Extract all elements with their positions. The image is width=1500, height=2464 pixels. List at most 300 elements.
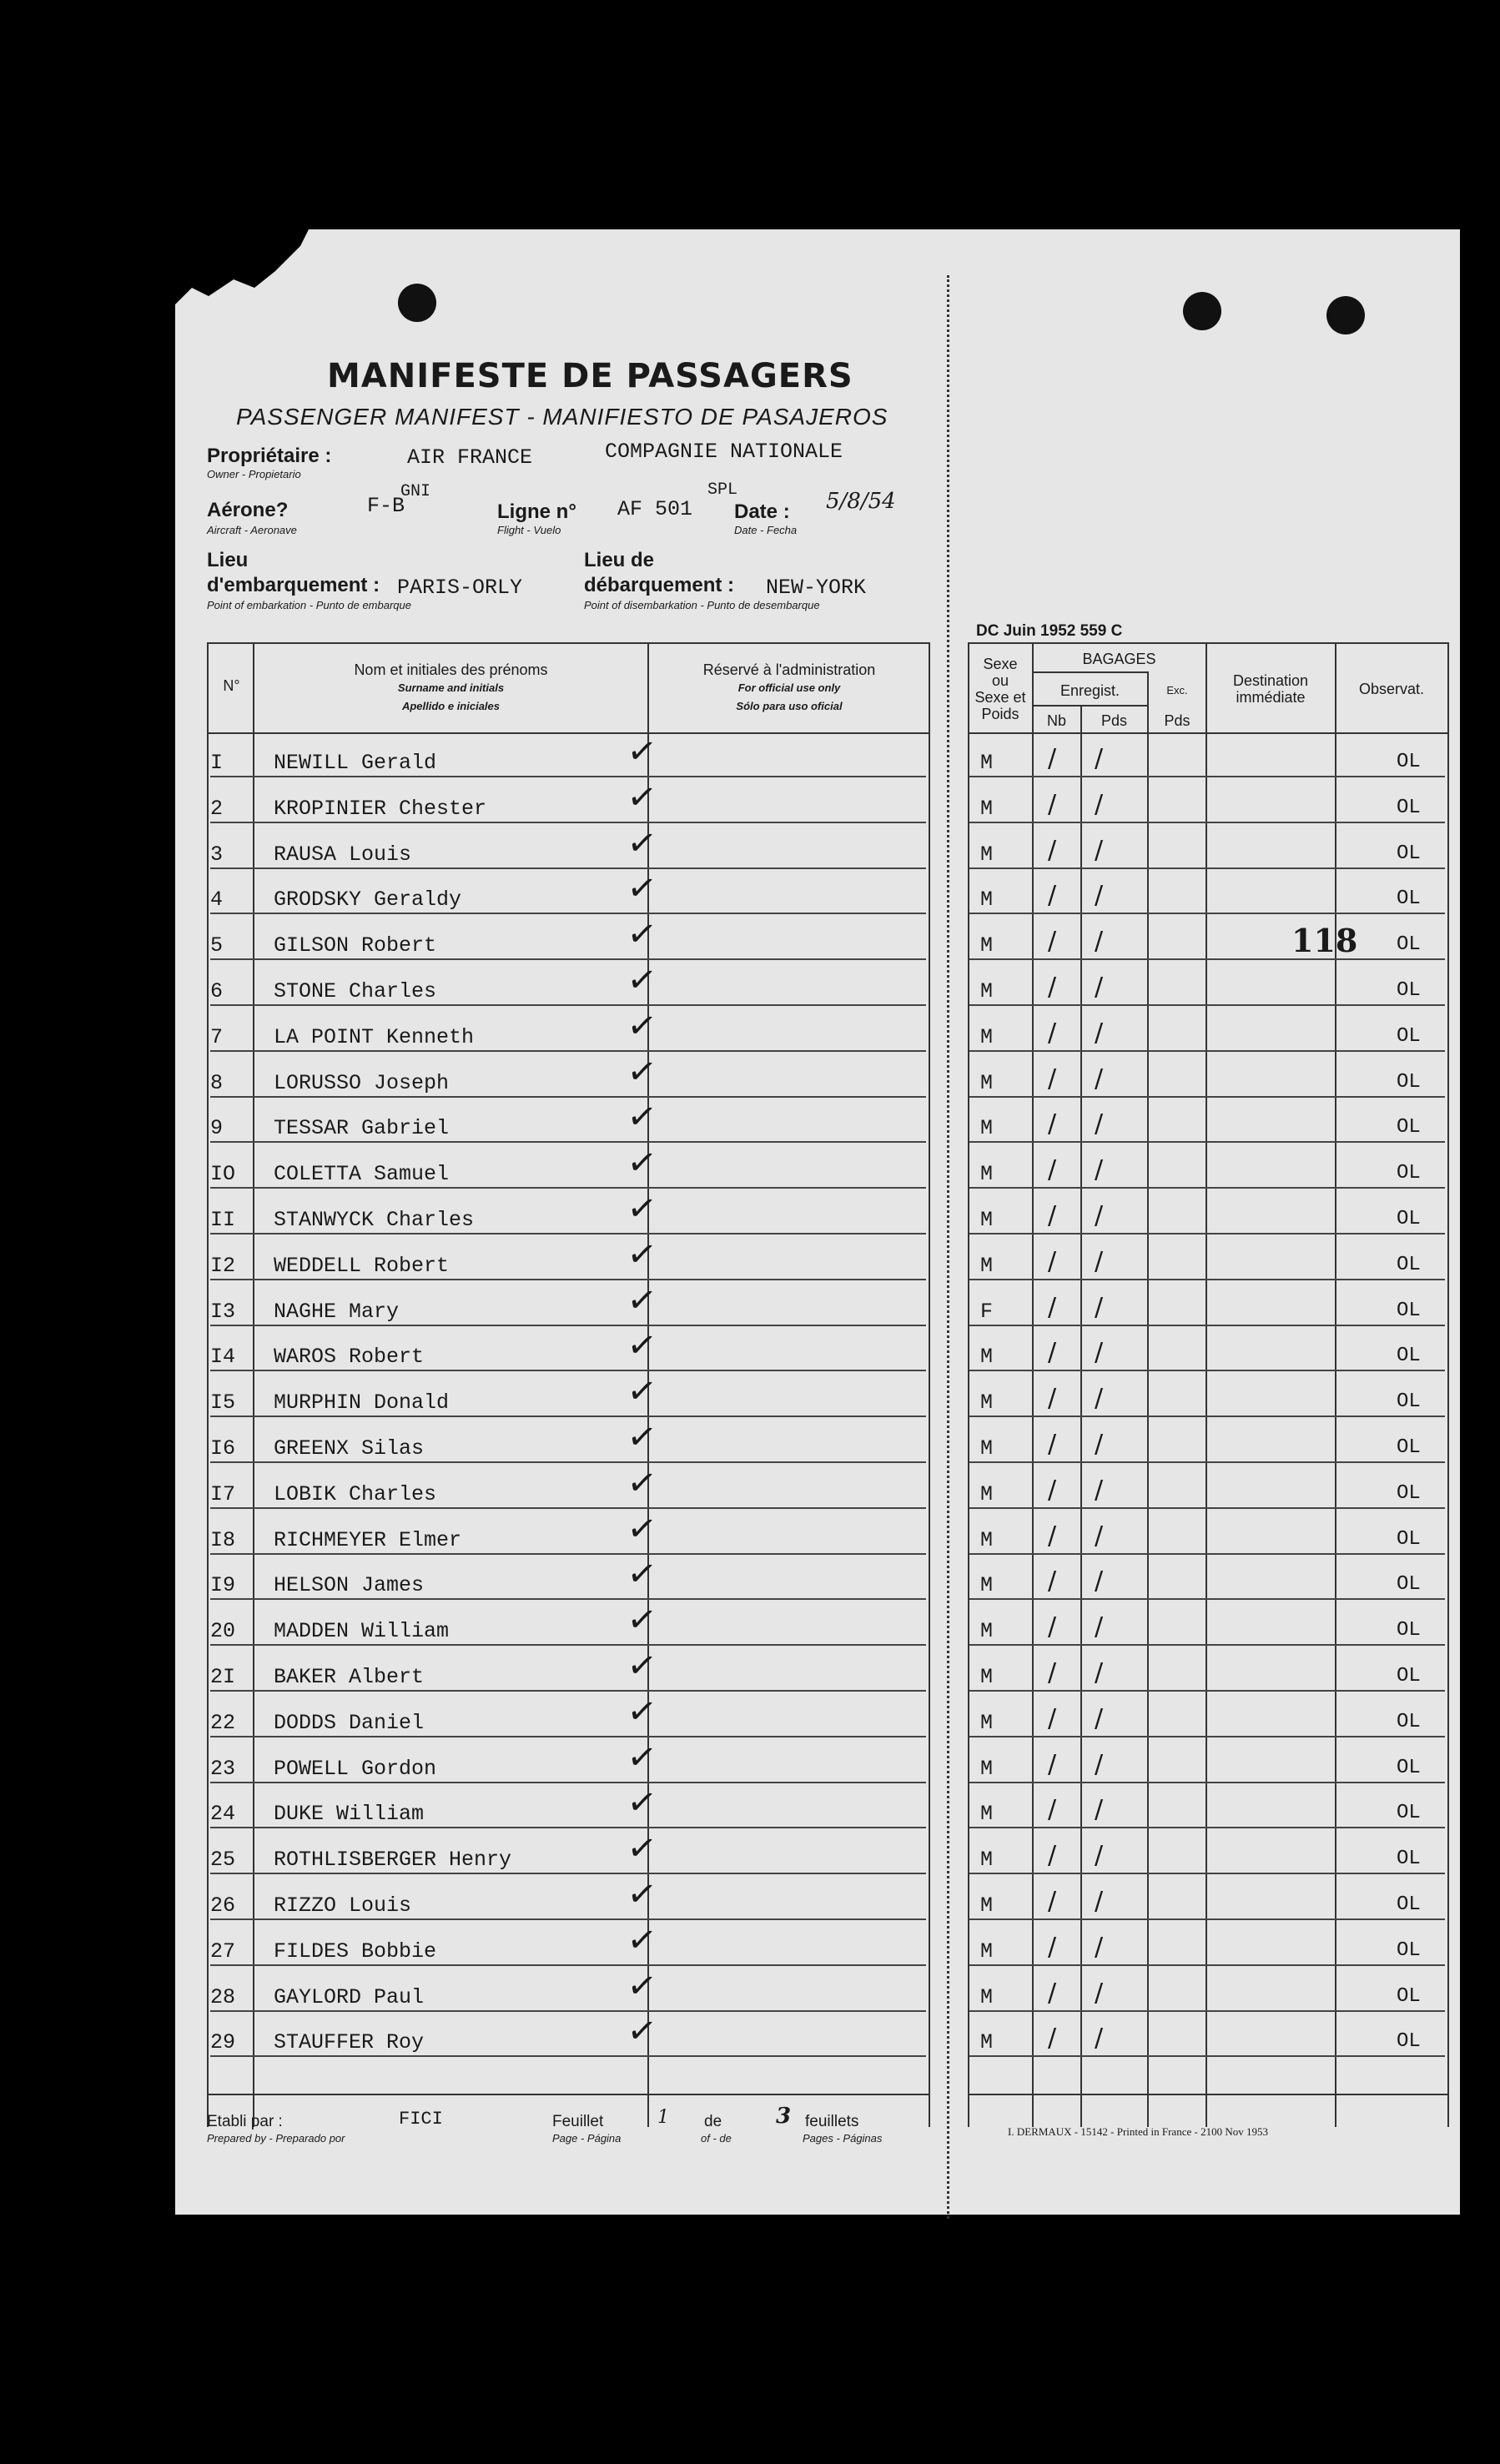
row-rule-right xyxy=(969,1507,1445,1509)
col-header-sex-3: Sexe et xyxy=(974,689,1026,706)
baggage-nb-mark: / xyxy=(1048,1064,1057,1094)
flight-value: AF 501 xyxy=(617,497,693,521)
passenger-name: DODDS Daniel xyxy=(274,1711,425,1735)
passenger-name: GRODSKY Geraldy xyxy=(274,888,462,912)
passenger-name: STONE Charles xyxy=(274,979,437,1003)
disembark-label-2: débarquement : xyxy=(584,574,735,596)
disembark-value: NEW-YORK xyxy=(766,576,867,600)
flight-superscript: SPL xyxy=(707,480,738,500)
row-rule-left xyxy=(210,1325,926,1326)
baggage-pds-mark: / xyxy=(1095,1384,1104,1413)
baggage-nb-mark: / xyxy=(1048,1155,1057,1184)
row-number: IO xyxy=(210,1162,236,1186)
baggage-nb-mark: / xyxy=(1048,744,1057,773)
passenger-sex: M xyxy=(980,1893,994,1918)
row-rule-right xyxy=(969,867,1445,869)
row-rule-right xyxy=(969,1782,1445,1783)
baggage-pds-mark: / xyxy=(1095,1155,1104,1184)
observation-code: OL xyxy=(1397,1162,1421,1184)
passenger-name: LORUSSO Joseph xyxy=(274,1071,450,1095)
baggage-pds-mark: / xyxy=(1095,1430,1104,1459)
row-number: I6 xyxy=(210,1436,236,1461)
baggage-nb-mark: / xyxy=(1048,881,1057,910)
baggage-pds-mark: / xyxy=(1095,1521,1104,1551)
observation-code: OL xyxy=(1397,1985,1421,2008)
baggage-pds-mark: / xyxy=(1095,927,1104,956)
sheet-sub: Page - Página xyxy=(552,2132,622,2145)
passenger-sex: M xyxy=(980,1254,994,1278)
row-number: 23 xyxy=(210,1757,236,1781)
baggage-nb-mark: / xyxy=(1048,1109,1057,1139)
passenger-sex: M xyxy=(980,1528,994,1552)
row-rule-right xyxy=(969,1050,1445,1052)
passenger-name: LA POINT Kenneth xyxy=(274,1025,475,1049)
baggage-nb-mark: / xyxy=(1048,790,1057,819)
baggage-nb-mark: / xyxy=(1048,2024,1057,2053)
check-mark: ✓ xyxy=(624,911,660,957)
passenger-name: WEDDELL Robert xyxy=(274,1254,450,1278)
of-sub: of - de xyxy=(701,2132,732,2145)
col-header-name-es: Apellido e iniciales xyxy=(401,700,501,712)
passenger-sex: M xyxy=(980,797,994,821)
passenger-name: HELSON James xyxy=(274,1573,425,1597)
row-rule-left xyxy=(210,1736,926,1737)
passenger-sex: M xyxy=(980,979,994,1003)
row-number: I9 xyxy=(210,1573,236,1597)
row-number: 24 xyxy=(210,1802,236,1826)
col-header-sex-4: Poids xyxy=(981,706,1019,722)
baggage-pds-mark: / xyxy=(1095,1201,1104,1230)
row-rule-right xyxy=(969,2010,1445,2012)
observation-code: OL xyxy=(1397,1116,1421,1139)
baggage-pds-mark: / xyxy=(1095,1018,1104,1048)
baggage-pds-mark: / xyxy=(1095,1612,1104,1642)
row-rule-left xyxy=(210,1050,926,1052)
passenger-sex: M xyxy=(980,1757,994,1781)
row-rule-right xyxy=(969,1325,1445,1326)
row-number: I xyxy=(210,751,224,775)
registered-rule xyxy=(1032,705,1147,707)
baggage-pds-mark: / xyxy=(1095,973,1104,1002)
row-number: 4 xyxy=(210,888,224,912)
row-number: 9 xyxy=(210,1116,224,1140)
baggage-nb-mark: / xyxy=(1048,1384,1057,1413)
observation-code: OL xyxy=(1397,1802,1421,1824)
passenger-sex: M xyxy=(980,1939,994,1964)
passenger-sex: M xyxy=(980,1985,994,2009)
passenger-name: STAUFFER Roy xyxy=(274,2030,425,2054)
row-rule-right xyxy=(969,1461,1445,1463)
passenger-name: LOBIK Charles xyxy=(274,1482,437,1506)
check-mark: ✓ xyxy=(624,1231,660,1277)
row-rule-right xyxy=(969,1416,1445,1417)
row-rule-right xyxy=(969,1690,1445,1692)
embark-value: PARIS-ORLY xyxy=(397,576,523,600)
row-number: 22 xyxy=(210,1711,236,1735)
observation-code: OL xyxy=(1397,1208,1421,1230)
passenger-sex: M xyxy=(980,1482,994,1506)
passenger-sex: M xyxy=(980,751,994,775)
baggage-pds-mark: / xyxy=(1095,1109,1104,1139)
baggage-pds-mark: / xyxy=(1095,1566,1104,1596)
passenger-sex: M xyxy=(980,1848,994,1872)
passenger-name: RAUSA Louis xyxy=(274,842,412,867)
baggage-pds-mark: / xyxy=(1095,2024,1104,2053)
baggage-nb-mark: / xyxy=(1048,1521,1057,1551)
punch-hole-left xyxy=(398,284,436,322)
check-mark: ✓ xyxy=(624,1642,660,1688)
prepared-label: Etabli par : xyxy=(207,2113,283,2130)
row-rule-left xyxy=(210,1507,926,1509)
owner-label: Propriétaire : xyxy=(207,445,332,467)
table-top-right xyxy=(968,642,1447,644)
row-rule-right xyxy=(969,1233,1445,1235)
baggage-pds-mark: / xyxy=(1095,1476,1104,1505)
col-header-reserved-es: Sólo para uso oficial xyxy=(736,700,843,712)
col-header-sex-1: Sexe xyxy=(983,656,1018,672)
baggage-pds-mark: / xyxy=(1095,1293,1104,1322)
observation-code: OL xyxy=(1397,979,1421,1002)
row-rule-left xyxy=(210,1918,926,1920)
check-mark: ✓ xyxy=(624,1414,660,1460)
observation-code: OL xyxy=(1397,1071,1421,1094)
passenger-sex: M xyxy=(980,1711,994,1735)
row-number: I8 xyxy=(210,1528,236,1552)
col-header-no: N° xyxy=(223,677,240,694)
date-label: Date : xyxy=(734,500,790,523)
check-mark: ✓ xyxy=(624,1825,660,1871)
baggage-pds-mark: / xyxy=(1095,1795,1104,1824)
row-number: 5 xyxy=(210,933,224,958)
row-number: 7 xyxy=(210,1025,224,1049)
row-rule-left xyxy=(210,867,926,869)
observation-code: OL xyxy=(1397,797,1421,819)
row-rule-left xyxy=(210,1553,926,1555)
row-number: 6 xyxy=(210,979,224,1003)
passenger-sex: M xyxy=(980,1436,994,1461)
table-header-bottom-right xyxy=(968,732,1447,734)
row-rule-right xyxy=(969,1827,1445,1828)
passenger-sex: M xyxy=(980,1573,994,1597)
row-rule-left xyxy=(210,2010,926,2012)
page-title: MANIFESTE DE PASSAGERS xyxy=(327,357,853,395)
row-number: I5 xyxy=(210,1390,236,1415)
col-header-destination-2: immédiate xyxy=(1236,689,1306,706)
row-rule-left xyxy=(210,1873,926,1874)
torn-corner xyxy=(175,229,309,304)
row-rule-left xyxy=(210,1416,926,1417)
passenger-name: STANWYCK Charles xyxy=(274,1208,475,1232)
baggage-nb-mark: / xyxy=(1048,1887,1057,1916)
col-header-sex-2: ou xyxy=(991,672,1009,689)
row-rule-right xyxy=(969,1644,1445,1646)
row-rule-left xyxy=(210,1690,926,1692)
observation-code: OL xyxy=(1397,1025,1421,1048)
col-header-pds-excess: Pds xyxy=(1164,712,1190,729)
row-rule-right xyxy=(969,1598,1445,1600)
row-rule-right xyxy=(969,2055,1445,2057)
col-header-sex xyxy=(969,656,1031,722)
prepared-value: FICI xyxy=(399,2109,443,2130)
passenger-sex: M xyxy=(980,842,994,867)
owner-value-2: COMPAGNIE NATIONALE xyxy=(605,440,843,464)
col-header-reserved-en: For official use only xyxy=(737,681,841,694)
check-mark: ✓ xyxy=(624,1551,660,1597)
date-sub: Date - Fecha xyxy=(734,524,798,536)
row-number: 29 xyxy=(210,2030,236,2054)
row-number: I3 xyxy=(210,1300,236,1324)
punch-hole-mid xyxy=(1183,292,1221,330)
row-rule-left xyxy=(210,1187,926,1189)
observation-code: OL xyxy=(1397,1848,1421,1870)
baggage-nb-mark: / xyxy=(1048,973,1057,1002)
observation-code: OL xyxy=(1397,1390,1421,1413)
row-rule-left xyxy=(210,1233,926,1235)
passenger-name: BAKER Albert xyxy=(274,1665,425,1689)
row-number: II xyxy=(210,1208,236,1232)
baggage-pds-mark: / xyxy=(1095,1841,1104,1870)
baggage-pds-mark: / xyxy=(1095,1247,1104,1276)
footer-rule-right xyxy=(968,2094,1447,2095)
passenger-name: NEWILL Gerald xyxy=(274,751,437,775)
row-rule-right xyxy=(969,1096,1445,1098)
row-number: 2 xyxy=(210,797,224,821)
observation-code: OL xyxy=(1397,1711,1421,1733)
row-number: 2I xyxy=(210,1665,236,1689)
col-header-name-en: Surname and initials xyxy=(397,681,505,694)
baggage-nb-mark: / xyxy=(1048,1841,1057,1870)
col-header-name xyxy=(257,661,645,715)
check-mark: ✓ xyxy=(624,957,660,1003)
check-mark: ✓ xyxy=(624,1963,660,2009)
col-line-pds xyxy=(1147,671,1149,2127)
observation-code: OL xyxy=(1397,842,1421,865)
observation-code: OL xyxy=(1397,1757,1421,1779)
observation-code: OL xyxy=(1397,751,1421,773)
observation-code: OL xyxy=(1397,2030,1421,2053)
observation-code: OL xyxy=(1397,1300,1421,1322)
col-line-right-start xyxy=(968,642,969,2127)
col-line-no xyxy=(253,642,254,2127)
passenger-sex: M xyxy=(980,1345,994,1369)
row-rule-right xyxy=(969,1141,1445,1143)
row-number: 20 xyxy=(210,1619,236,1643)
embark-sub: Point of embarkation - Punto de embarque xyxy=(207,599,411,611)
row-rule-left xyxy=(210,1096,926,1098)
row-rule-right xyxy=(969,913,1445,914)
observation-code: OL xyxy=(1397,1665,1421,1687)
passenger-name: GREENX Silas xyxy=(274,1436,425,1461)
baggage-nb-mark: / xyxy=(1048,1750,1057,1779)
baggage-nb-mark: / xyxy=(1048,1612,1057,1642)
disembark-sub: Point of disembarkation - Punto de desembarque xyxy=(584,599,820,611)
row-rule-left xyxy=(210,1827,926,1828)
table-header-bottom-left xyxy=(207,732,929,734)
row-rule-left xyxy=(210,1461,926,1463)
check-mark: ✓ xyxy=(624,1506,660,1551)
row-rule-left xyxy=(210,913,926,914)
printer-imprint: I. DERMAUX - 15142 - Printed in France - 2100 Nov 1953 xyxy=(1008,2125,1268,2138)
row-rule-right xyxy=(969,958,1445,960)
passenger-sex: M xyxy=(980,1390,994,1415)
table-top-left xyxy=(207,642,929,644)
passenger-sex: M xyxy=(980,2030,994,2054)
col-header-pds: Pds xyxy=(1100,712,1128,729)
row-rule-right xyxy=(969,776,1445,777)
passenger-sex: M xyxy=(980,888,994,912)
baggage-pds-mark: / xyxy=(1095,1338,1104,1367)
row-rule-left xyxy=(210,776,926,777)
row-rule-left xyxy=(210,958,926,960)
passenger-sex: M xyxy=(980,1208,994,1232)
row-rule-right xyxy=(969,1187,1445,1189)
observation-code: OL xyxy=(1397,1619,1421,1642)
check-mark: ✓ xyxy=(624,1597,660,1642)
baggage-pds-mark: / xyxy=(1095,1704,1104,1733)
col-header-excess: Exc. xyxy=(1166,684,1188,696)
observation-code: OL xyxy=(1397,1939,1421,1962)
col-line-excess xyxy=(1206,642,1207,2127)
check-mark: ✓ xyxy=(624,1139,660,1185)
check-mark: ✓ xyxy=(624,774,660,820)
baggage-pds-mark: / xyxy=(1095,881,1104,910)
row-rule-right xyxy=(969,1004,1445,1006)
row-number: 8 xyxy=(210,1071,224,1095)
col-header-baggage: BAGAGES xyxy=(1082,651,1156,667)
embark-label-2: d'embarquement : xyxy=(207,574,380,596)
baggage-nb-mark: / xyxy=(1048,1566,1057,1596)
aircraft-value: F-B xyxy=(367,494,405,518)
observation-code: OL xyxy=(1397,1436,1421,1459)
check-mark: ✓ xyxy=(624,1734,660,1780)
row-number: 25 xyxy=(210,1848,236,1872)
observation-code: OL xyxy=(1397,1893,1421,1916)
observation-code: OL xyxy=(1397,1345,1421,1367)
col-line-reserved xyxy=(929,642,930,2127)
check-mark: ✓ xyxy=(624,1871,660,1917)
row-number: I4 xyxy=(210,1345,236,1369)
footer-rule-left xyxy=(207,2094,929,2095)
passenger-name: GAYLORD Paul xyxy=(274,1985,425,2009)
handwritten-annotation: 118 xyxy=(1291,922,1358,959)
row-number: 27 xyxy=(210,1939,236,1964)
row-rule-left xyxy=(210,1279,926,1280)
baggage-nb-mark: / xyxy=(1048,1430,1057,1459)
flight-sub: Flight - Vuelo xyxy=(497,524,561,536)
check-mark: ✓ xyxy=(624,820,660,866)
col-line-left xyxy=(207,642,209,2127)
baggage-pds-mark: / xyxy=(1095,1933,1104,1962)
baggage-nb-mark: / xyxy=(1048,1338,1057,1367)
passenger-name: DUKE William xyxy=(274,1802,425,1826)
baggage-pds-mark: / xyxy=(1095,790,1104,819)
embark-label-1: Lieu xyxy=(207,549,249,571)
sheet-label: Feuillet xyxy=(552,2113,604,2130)
of-value: 3 xyxy=(776,2104,792,2129)
row-number: 3 xyxy=(210,842,224,867)
baggage-nb-mark: / xyxy=(1048,1933,1057,1962)
col-header-reserved xyxy=(652,661,926,715)
date-value: 5/8/54 xyxy=(826,489,896,514)
passenger-name: RICHMEYER Elmer xyxy=(274,1528,462,1552)
flight-label: Ligne n° xyxy=(497,500,576,523)
row-rule-left xyxy=(210,1964,926,1966)
baggage-nb-mark: / xyxy=(1048,1979,1057,2008)
row-number: I2 xyxy=(210,1254,236,1278)
passenger-sex: M xyxy=(980,1071,994,1095)
check-mark: ✓ xyxy=(624,1094,660,1139)
check-mark: ✓ xyxy=(624,1917,660,1963)
passenger-sex: M xyxy=(980,1665,994,1689)
row-number: 26 xyxy=(210,1893,236,1918)
row-rule-left xyxy=(210,1598,926,1600)
passenger-sex: M xyxy=(980,1025,994,1049)
passenger-sex: M xyxy=(980,1802,994,1826)
observation-code: OL xyxy=(1397,1482,1421,1505)
passenger-name: WAROS Robert xyxy=(274,1345,425,1369)
observation-code: OL xyxy=(1397,933,1421,956)
baggage-pds-mark: / xyxy=(1095,1979,1104,2008)
baggage-nb-mark: / xyxy=(1048,1795,1057,1824)
baggage-nb-mark: / xyxy=(1048,836,1057,865)
check-mark: ✓ xyxy=(624,728,660,774)
sheet-value: 1 xyxy=(657,2107,669,2128)
passenger-name: TESSAR Gabriel xyxy=(274,1116,450,1140)
row-rule-right xyxy=(969,1553,1445,1555)
observation-code: OL xyxy=(1397,888,1421,910)
of-label: de xyxy=(704,2113,722,2130)
passenger-sex: M xyxy=(980,1619,994,1643)
baggage-nb-mark: / xyxy=(1048,1201,1057,1230)
aircraft-label: Aérone? xyxy=(207,499,289,521)
baggage-pds-mark: / xyxy=(1095,1658,1104,1687)
owner-value: AIR FRANCE xyxy=(407,445,533,470)
passenger-name: POWELL Gordon xyxy=(274,1757,437,1781)
col-header-reserved-fr: Réservé à l'administration xyxy=(702,661,876,678)
passenger-sex: M xyxy=(980,933,994,958)
passenger-name: KROPINIER Chester xyxy=(274,797,487,821)
check-mark: ✓ xyxy=(624,1368,660,1414)
observation-code: OL xyxy=(1397,1254,1421,1276)
baggage-pds-mark: / xyxy=(1095,1750,1104,1779)
passenger-name: MADDEN William xyxy=(274,1619,450,1643)
baggage-pds-mark: / xyxy=(1095,1887,1104,1916)
col-header-registered: Enregist. xyxy=(1060,682,1120,699)
baggage-nb-mark: / xyxy=(1048,1018,1057,1048)
baggage-pds-mark: / xyxy=(1095,744,1104,773)
baggage-nb-mark: / xyxy=(1048,1476,1057,1505)
check-mark: ✓ xyxy=(624,865,660,911)
col-line-obs xyxy=(1447,642,1449,2127)
col-header-observ: Observat. xyxy=(1358,681,1425,697)
row-rule-right xyxy=(969,1279,1445,1280)
row-rule-left xyxy=(210,1370,926,1371)
check-mark: ✓ xyxy=(624,1460,660,1506)
baggage-rule xyxy=(1032,671,1147,673)
row-rule-left xyxy=(210,1004,926,1006)
sheets-sub: Pages - Páginas xyxy=(803,2132,883,2145)
observation-code: OL xyxy=(1397,1528,1421,1551)
row-rule-right xyxy=(969,1918,1445,1920)
passenger-name: GILSON Robert xyxy=(274,933,437,958)
observation-code: OL xyxy=(1397,1573,1421,1596)
row-rule-right xyxy=(969,822,1445,823)
row-rule-left xyxy=(210,822,926,823)
row-number: I7 xyxy=(210,1482,236,1506)
row-rule-left xyxy=(210,1782,926,1783)
passenger-name: MURPHIN Donald xyxy=(274,1390,450,1415)
baggage-nb-mark: / xyxy=(1048,1658,1057,1687)
